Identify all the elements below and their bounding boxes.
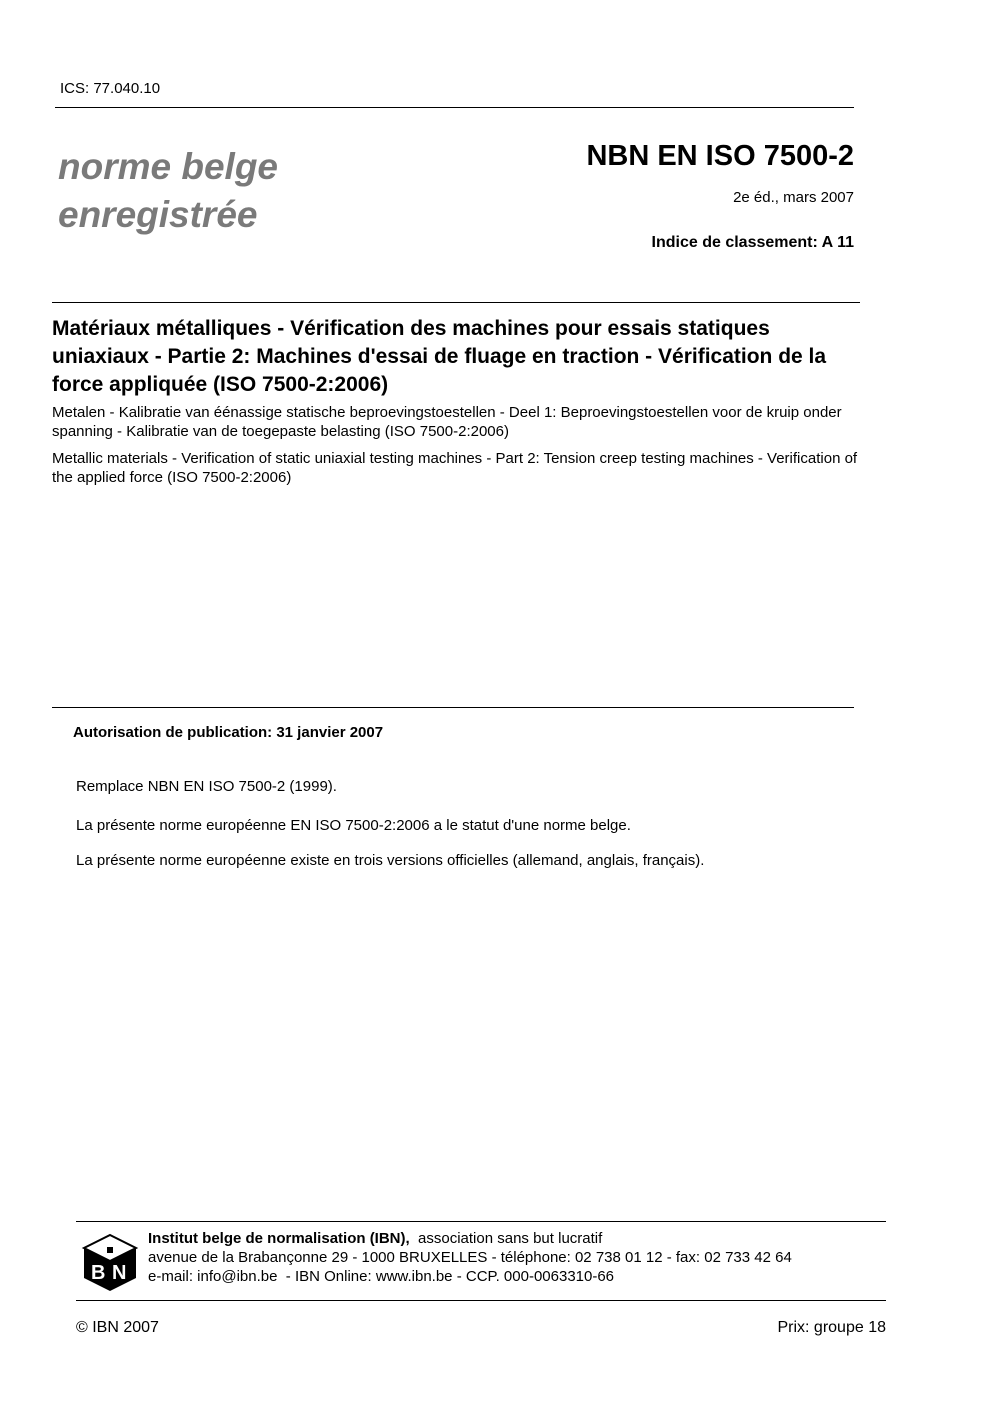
title-dutch: Metalen - Kalibratie van éénassige statische beproevingstoestellen - Deel 1: Beproevingstoestellen voor de kruip onder spanning - Kalibratie van de toegepaste belasting (ISO 7500-2:2006) xyxy=(52,404,842,440)
publisher-info xyxy=(148,1229,792,1286)
publisher-name: Institut belge de normalisation (IBN), xyxy=(148,1230,410,1247)
brand-line-2: enregistrée xyxy=(58,194,258,235)
title-english: Metallic materials - Verification of static uniaxial testing machines - Part 2: Tension creep testing machines - Verification of the applied force (ISO 7500-2:2006) xyxy=(52,450,858,486)
price-group: Prix: groupe 18 xyxy=(777,1319,886,1336)
publisher-line-1 xyxy=(148,1229,792,1248)
publisher-type: association sans but lucratif xyxy=(418,1230,603,1247)
classification-index: Indice de classement: A 11 xyxy=(651,234,854,251)
brand-mark xyxy=(58,143,278,239)
note-versions: La présente norme européenne existe en trois versions officielles (allemand, anglais, français). xyxy=(76,852,705,869)
title-top-rule xyxy=(52,302,860,303)
title-french: Matériaux métalliques - Vérification des machines pour essais statiques uniaxiaux - Partie 2: Machines d'essai de fluage en traction - Vérification de la force appliquée (ISO 7500-2:2006) xyxy=(52,317,827,396)
copyright: © IBN 2007 xyxy=(76,1319,159,1336)
publication-authorisation: Autorisation de publication: 31 janvier 2007 xyxy=(73,724,384,741)
note-status: La présente norme européenne EN ISO 7500-2:2006 a le statut d'une norme belge. xyxy=(76,817,631,834)
footer-bottom-rule xyxy=(76,1300,886,1301)
ics-code: ICS: 77.040.10 xyxy=(60,80,161,97)
svg-text:B: B xyxy=(91,1262,106,1284)
standard-number: NBN EN ISO 7500-2 xyxy=(586,140,854,172)
brand-line-1: norme belge xyxy=(58,146,278,187)
footer-top-rule xyxy=(76,1221,886,1222)
edition: 2e éd., mars 2007 xyxy=(733,189,854,206)
header-top-rule xyxy=(55,107,854,108)
ibn-logo-icon xyxy=(80,1233,140,1293)
note-replaces: Remplace NBN EN ISO 7500-2 (1999). xyxy=(76,778,337,795)
publication-top-rule xyxy=(52,707,854,708)
svg-text:N: N xyxy=(112,1262,127,1284)
publisher-contact: e-mail: info@ibn.be - IBN Online: www.ibn.be - CCP. 000-0063310-66 xyxy=(148,1268,615,1285)
publisher-address: avenue de la Brabançonne 29 - 1000 BRUXELLES - téléphone: 02 738 01 12 - fax: 02 733 42 64 xyxy=(148,1249,792,1266)
